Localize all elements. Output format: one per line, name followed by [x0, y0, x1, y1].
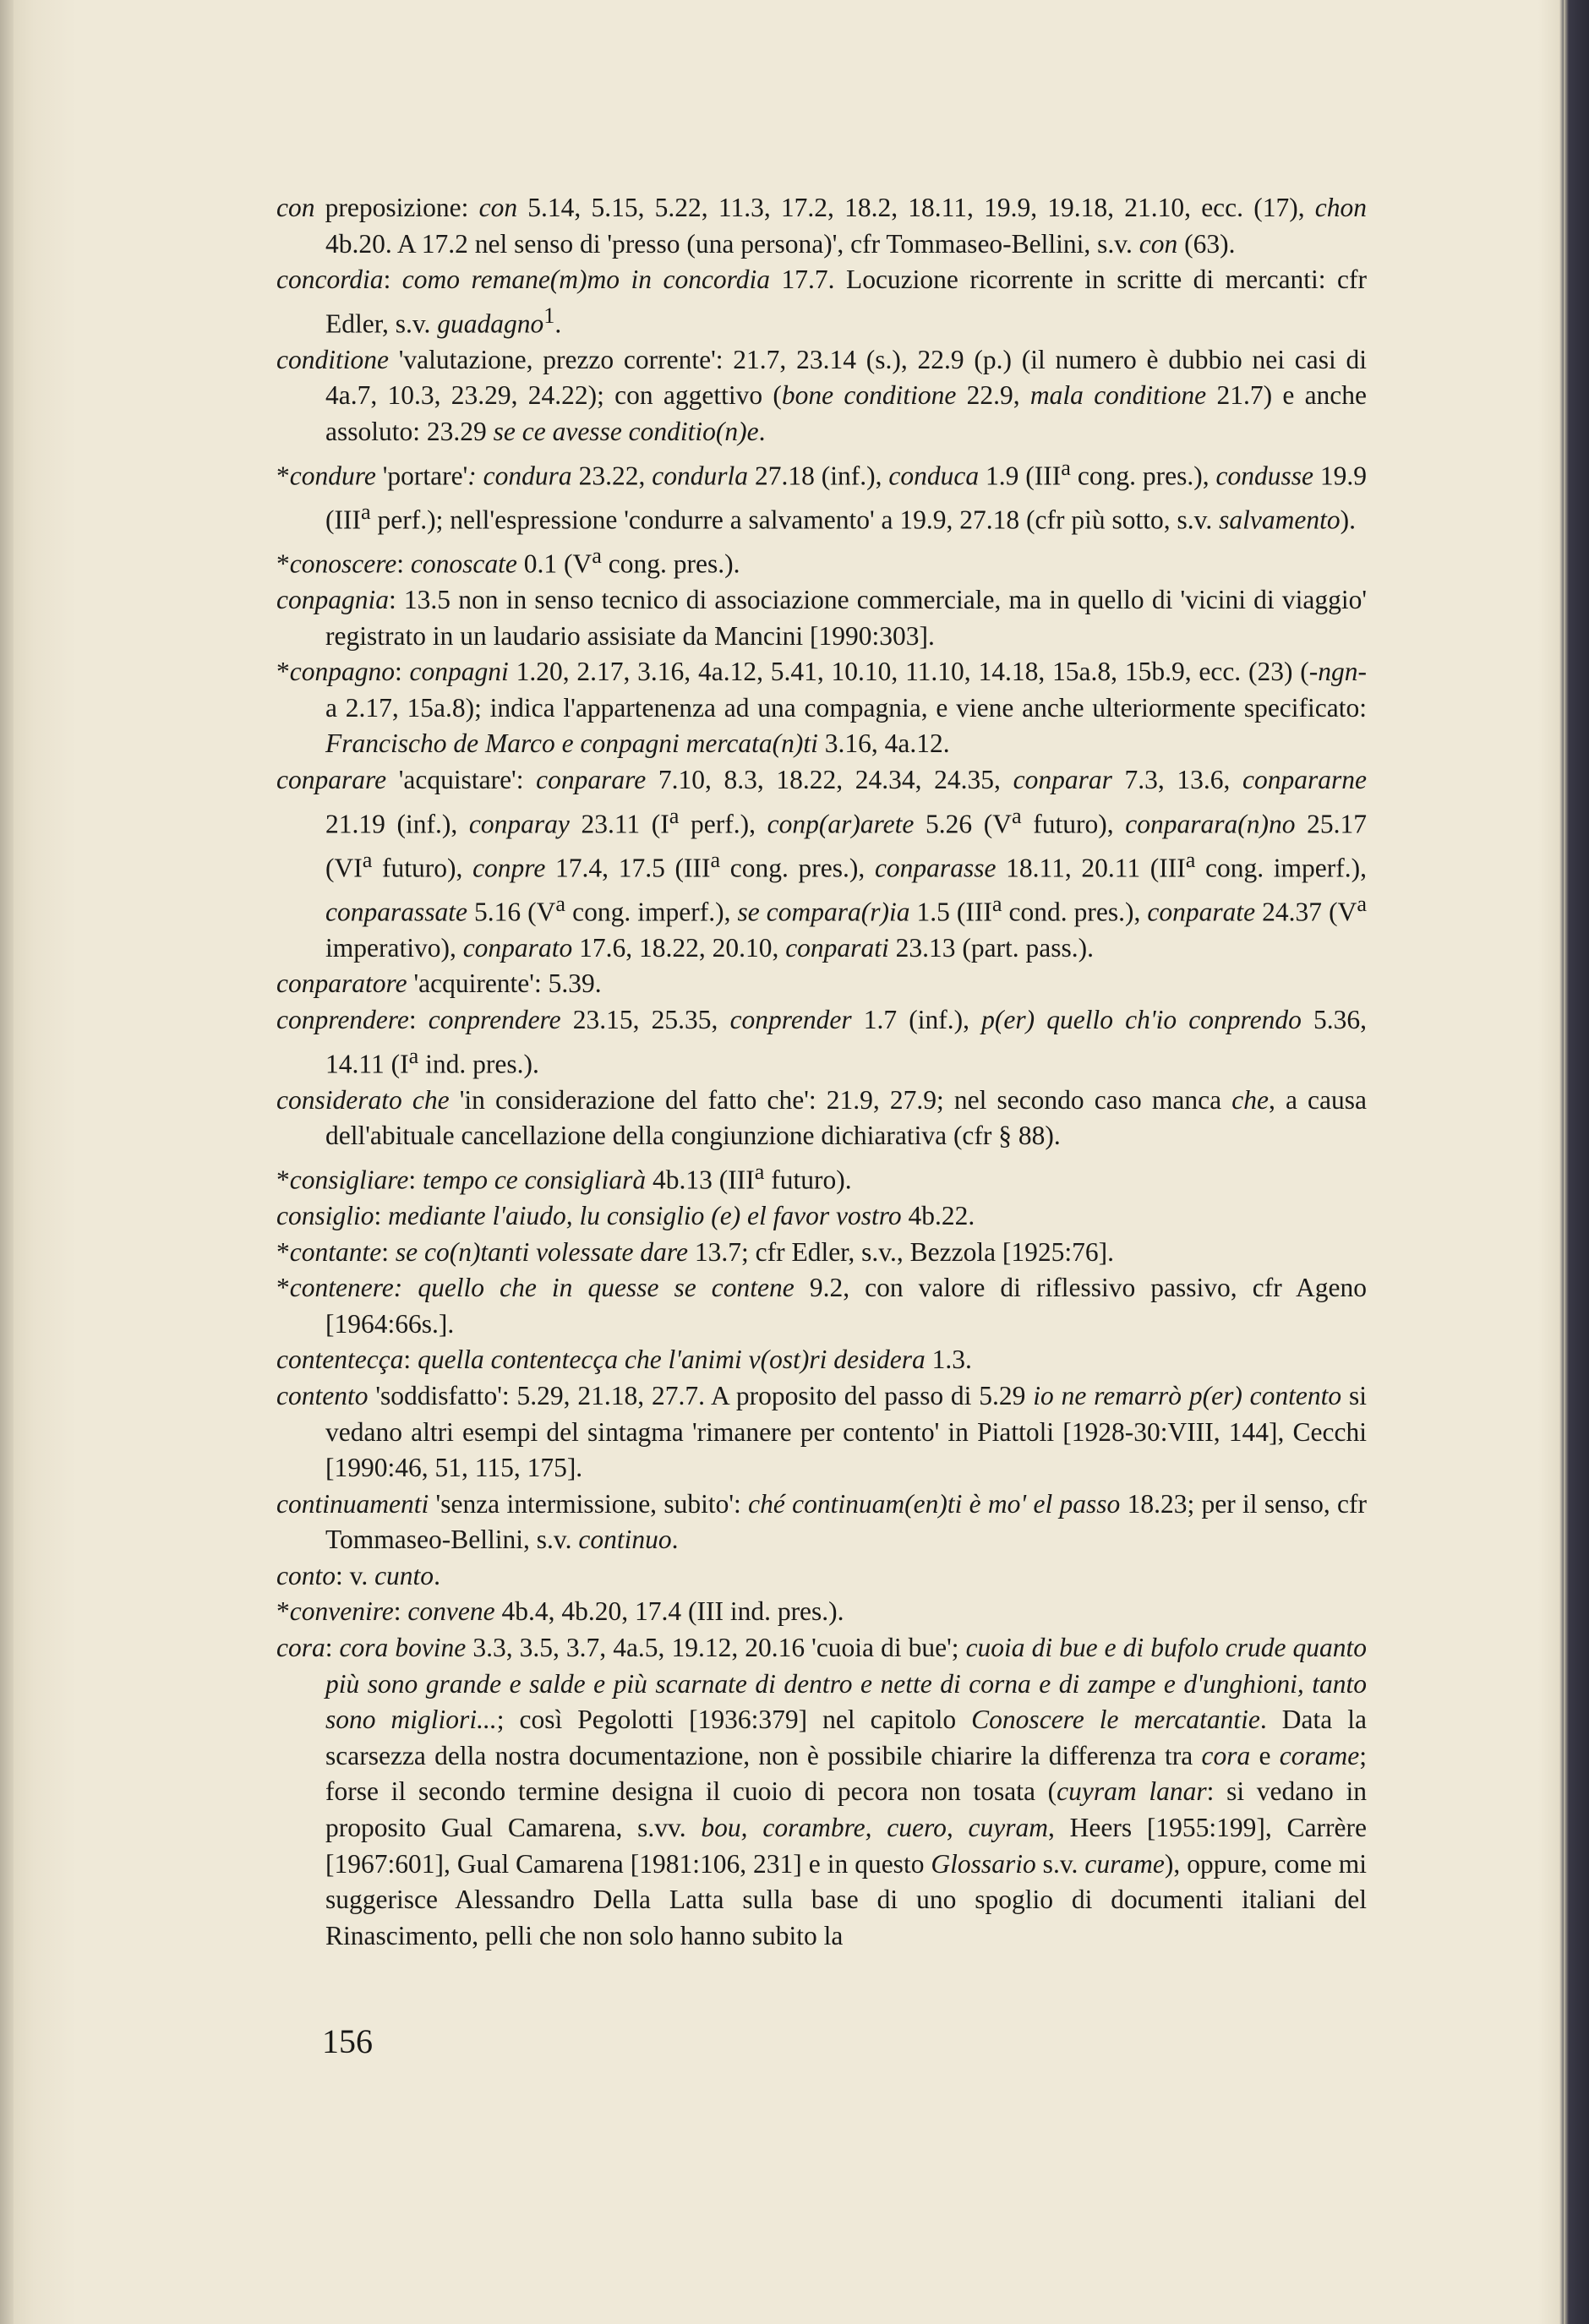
text-run: 'acquirente': 5.39. [407, 968, 602, 999]
text-run: : [396, 548, 411, 579]
glossary-entry [276, 262, 1367, 342]
italic-term: convene [407, 1596, 495, 1627]
italic-term: condure [289, 461, 376, 491]
text-run: ), oppure, come mi suggerisce Alessandro Della Latta sulla base di uno spoglio di documenti italiani del Rinascimento, pelli che non solo hanno subito la [325, 1848, 1367, 1950]
text-run: 23.22, [571, 461, 653, 491]
superscript: a [1012, 803, 1022, 828]
text-run: si vedano altri esempi del sintagma 'rimanere per contento' in Piattoli [1928-30:VIII, 144], Cecchi [1990:46, 51, 115, 175]. [325, 1380, 1367, 1483]
glossary-entry [276, 190, 1367, 262]
italic-term: conpagni [409, 657, 509, 687]
text-run: futuro). [764, 1165, 852, 1195]
text-run: s.v. [1035, 1848, 1085, 1879]
text-run: 9.2, con valore di riflessivo passivo, cfr Ageno [1964:66s.]. [325, 1273, 1367, 1339]
glossary-entry [276, 1630, 1367, 1954]
italic-term: cunto [374, 1560, 434, 1590]
italic-term: con [1139, 228, 1178, 259]
text-run: 'acquistare': [386, 764, 537, 794]
text-run: 19.9 (III [325, 461, 1368, 535]
glossary-entry [276, 342, 1367, 450]
superscript: a [991, 891, 1002, 916]
italic-term: conditione [276, 344, 389, 374]
glossary-text [276, 190, 1367, 1954]
superscript: a [710, 847, 721, 872]
italic-term: se ce avesse conditio(n)e [493, 417, 759, 447]
text-run: 25.17 (VI [325, 809, 1367, 883]
glossary-entry [276, 1002, 1367, 1083]
superscript: a [1357, 891, 1367, 916]
superscript: a [1061, 455, 1071, 480]
italic-term: Conoscere le mercatantie [971, 1705, 1260, 1735]
text-run: futuro), [372, 853, 473, 883]
text-run: 24.37 (V [1255, 897, 1357, 927]
text-run: * [276, 657, 290, 687]
text-run: . Data la scarsezza della nostra documentazione, non è possibile chiarire la differenza tra [325, 1705, 1368, 1770]
italic-term: conparassate [325, 897, 467, 927]
italic-term: mala conditione [1029, 380, 1207, 411]
text-run: 'portare' [375, 461, 468, 491]
text-run: 5.26 (V [914, 809, 1013, 838]
text-run: 13.7; cfr Edler, s.v., Bezzola [1925:76]. [687, 1236, 1115, 1267]
text-run: ). [1340, 505, 1356, 535]
text-run: : [374, 1200, 389, 1230]
superscript: a [669, 803, 680, 828]
italic-term: cora bovine [339, 1633, 467, 1663]
page-gutter [0, 0, 14, 2324]
italic-term: : condura [467, 461, 572, 491]
italic-term: como remane(m)mo in concordia [401, 265, 771, 295]
glossary-entry [276, 1154, 1367, 1198]
italic-term: mediante l'aiudo, lu consiglio (e) el favor vostro [388, 1200, 902, 1230]
italic-term: conparato [462, 932, 573, 963]
italic-term: -ngn- [1308, 657, 1367, 687]
text-run: 'in considerazione del fatto che': 21.9, 27.9; nel secondo caso manca [449, 1084, 1232, 1115]
text-run: * [276, 1236, 290, 1267]
text-run: 7.3, 13.6, [1111, 764, 1243, 794]
text-run: 17.4, 17.5 (III [545, 853, 711, 883]
text-run: a 2.17, 15a.8); indica l'appartenenza ad una compagnia, e viene anche ulteriormente specificato: [325, 692, 1367, 723]
italic-term: conoscate [410, 548, 517, 579]
superscript: a [754, 1159, 765, 1184]
glossary-entry [276, 1235, 1367, 1271]
italic-term: con [478, 193, 518, 222]
text-run: 23.15, 25.35, [560, 1004, 730, 1034]
text-run: : [394, 657, 410, 687]
italic-term: conparati [785, 932, 889, 963]
text-run: perf.); nell'espressione 'condurre a salvamento' a 19.9, 27.18 (cfr più sotto, s.v. [370, 505, 1220, 535]
text-run: 7.10, 8.3, 18.22, 24.34, 24.35, [646, 764, 1013, 794]
text-run: : si vedano in proposito Gual Camarena, s.vv. [325, 1776, 1367, 1843]
text-run: , a causa dell'abituale cancellazione della congiunzione dichiarativa (cfr § 88). [325, 1084, 1368, 1151]
italic-term: se compara(r)ia [737, 897, 910, 927]
text-run: 1.9 (III [979, 461, 1062, 491]
text-run: : [325, 1633, 340, 1663]
italic-term: chon [1314, 193, 1367, 222]
text-run: . [554, 308, 562, 339]
glossary-entry [276, 654, 1367, 762]
text-run: 4b.20. A 17.2 nel senso di 'presso (una persona)', cfr Tommaseo-Bellini, s.v. [325, 228, 1139, 259]
superscript: a [592, 543, 602, 568]
text-run: : 13.5 non in senso tecnico di associazione commerciale, ma in quello di 'vicini di viaggio' registrato in un laudario assisiate da Mancini [1990:303]. [325, 584, 1367, 651]
text-run: imperativo), [325, 932, 463, 963]
italic-term: conprendere [428, 1004, 561, 1034]
text-run: cong. pres.). [601, 548, 740, 579]
text-run: * [276, 1165, 290, 1195]
text-run: 27.18 (inf.), [748, 461, 889, 491]
text-run: * [276, 1273, 290, 1303]
italic-term: consigliare [289, 1165, 409, 1195]
italic-term: quella contentecça che l'animi v(ost)ri desidera [418, 1345, 926, 1375]
italic-term: p(er) quello ch'io conprendo [981, 1004, 1302, 1034]
glossary-entry [276, 538, 1367, 582]
italic-term: conpagno [289, 657, 395, 687]
italic-term: conparasse [874, 853, 997, 883]
text-run: 4b.13 (III [646, 1165, 755, 1195]
italic-term: cuoia di bue e di bufolo crude quanto più sono grande e salde e più scarnate di dentro e nette di corna e di zampe e d'unghioni, tanto sono migliori... [325, 1633, 1367, 1735]
italic-term: cora [1201, 1740, 1251, 1770]
book-cover-edge [1564, 0, 1589, 2324]
italic-term: ché continuam(en)ti è mo' el passo [748, 1488, 1121, 1519]
glossary-entry [276, 450, 1367, 538]
text-run: perf.), [679, 809, 767, 838]
text-run: 'valutazione, prezzo corrente': 21.7, 23.14 (s.), 22.9 (p.) (il numero è dubbio nei casi di 4a.7, 10.3, 23.29, 24.22); con aggettivo ( [325, 344, 1367, 411]
text-run: : [408, 1004, 429, 1034]
text-run: . [434, 1560, 440, 1590]
glossary-entry [276, 1083, 1367, 1154]
text-run: cong. imperf.), [565, 897, 738, 927]
text-run: 18.11, 20.11 (III [996, 853, 1186, 883]
superscript: a [360, 499, 371, 524]
text-run: 18.23; per il senso, cfr Tommaseo-Bellini, s.v. [325, 1488, 1367, 1555]
text-run: 5.16 (V [467, 897, 556, 927]
italic-term: conpre [472, 853, 546, 883]
text-run: . [758, 417, 766, 447]
italic-term: corame [1279, 1740, 1360, 1770]
text-run: 23.11 (I [569, 809, 669, 838]
text-run: 23.13 (part. pass.). [888, 932, 1095, 963]
italic-term: conparara(n)no [1125, 809, 1296, 838]
italic-term: conpararne [1242, 764, 1368, 794]
italic-term: conpagnia [276, 584, 389, 614]
italic-term: se co(n)tanti volessate dare [395, 1236, 688, 1267]
italic-term: con [276, 193, 315, 222]
text-run: * [276, 461, 290, 491]
text-run: * [276, 548, 290, 579]
italic-term: contento [276, 1380, 369, 1410]
text-run: , Heers [1955:199], Carrère [1967:601], Gual Camarena [1981:106, 231] e in questo [325, 1813, 1367, 1879]
text-run: : [381, 1236, 396, 1267]
text-run: (63). [1177, 228, 1236, 259]
text-run: cong. pres.), [1070, 461, 1216, 491]
italic-term: bou, corambre, cuero, cuyram [701, 1813, 1048, 1843]
text-run: 'soddisfatto': 5.29, 21.18, 27.7. A proposito del passo di 5.29 [368, 1380, 1034, 1410]
italic-term: salvamento [1219, 505, 1341, 535]
text-run: 1.5 (III [909, 897, 992, 927]
italic-term: consiglio [276, 1200, 374, 1230]
text-run: 5.36, 14.11 (I [325, 1004, 1367, 1079]
italic-term: considerato che [276, 1084, 450, 1115]
glossary-entry [276, 762, 1367, 966]
italic-term: che [1231, 1084, 1269, 1115]
italic-term: bone conditione [781, 380, 957, 411]
text-run: preposizione: [314, 193, 479, 222]
italic-term: contante [289, 1236, 382, 1267]
italic-term: conp(ar)arete [767, 809, 915, 838]
text-run: 3.3, 3.5, 3.7, 4a.5, 19.12, 20.16 'cuoia di bue'; [466, 1633, 966, 1663]
text-run: : [408, 1165, 423, 1195]
text-run: : [393, 1596, 408, 1627]
superscript: a [408, 1043, 419, 1068]
glossary-entry [276, 1487, 1367, 1558]
text-run: e [1250, 1740, 1280, 1770]
text-run: : v. [335, 1560, 375, 1590]
italic-term: conoscere [289, 548, 397, 579]
italic-term: convenire [289, 1596, 394, 1627]
text-run: cond. pres.), [1002, 897, 1148, 927]
italic-term: contentecça [276, 1345, 404, 1375]
text-run: : [403, 1345, 418, 1375]
italic-term: conparatore [276, 968, 407, 999]
text-run: 17.7. Locuzione ricorrente in scritte di mercanti: cfr Edler, s.v. [325, 265, 1367, 339]
text-run: 4b.4, 4b.20, 17.4 (III ind. pres.). [494, 1596, 844, 1627]
italic-term: concordia [276, 265, 384, 295]
text-run: * [276, 1596, 290, 1627]
italic-term: conto [276, 1560, 336, 1590]
text-run: cong. imperf.), [1195, 853, 1367, 883]
text-run: ind. pres.). [418, 1049, 539, 1079]
italic-term: conparate [1147, 897, 1256, 927]
italic-term: conparare [276, 764, 387, 794]
glossary-entry [276, 1558, 1367, 1595]
text-run: cong. pres.), [720, 853, 875, 883]
text-run: 1.20, 2.17, 3.16, 4a.12, 5.41, 10.10, 11.10, 14.18, 15a.8, 15b.9, ecc. (23) ( [508, 657, 1309, 687]
italic-term: conparare [536, 764, 647, 794]
glossary-entry [276, 1342, 1367, 1378]
text-run: ; così Pegolotti [1936:379] nel capitolo [496, 1705, 972, 1735]
text-run: 1.3. [925, 1345, 972, 1375]
italic-term: contenere: quello che in quesse se contene [289, 1273, 794, 1303]
text-run: futuro), [1021, 809, 1126, 838]
text-run: 5.14, 5.15, 5.22, 11.3, 17.2, 18.2, 18.11, 19.9, 19.18, 21.10, ecc. (17), [517, 193, 1315, 222]
glossary-entry [276, 1378, 1367, 1487]
italic-term: continuo [578, 1525, 672, 1555]
superscript: a [1185, 847, 1196, 872]
superscript: a [362, 847, 373, 872]
text-run: 0.1 (V [516, 548, 592, 579]
text-run: 1.7 (inf.), [851, 1004, 982, 1034]
italic-term: guadagno [437, 308, 544, 339]
text-run: 22.9, [956, 380, 1030, 411]
italic-term: tempo ce consigliarà [422, 1165, 647, 1195]
italic-term: Francischo de Marco e conpagni mercata(n)ti [325, 728, 818, 759]
text-run: 3.16, 4a.12. [817, 728, 950, 759]
italic-term: conprender [729, 1004, 852, 1034]
italic-term: Glossario [931, 1848, 1036, 1879]
superscript: 1 [543, 303, 555, 328]
glossary-entry [276, 1198, 1367, 1235]
text-run: 17.6, 18.22, 20.10, [572, 932, 786, 963]
glossary-entry [276, 1270, 1367, 1342]
italic-term: cora [276, 1633, 325, 1663]
italic-term: conduca [888, 461, 980, 491]
italic-term: curame [1084, 1848, 1165, 1879]
text-run: : [383, 265, 402, 295]
italic-term: conprendere [276, 1004, 409, 1034]
glossary-entry [276, 966, 1367, 1002]
italic-term: conparar [1013, 764, 1112, 794]
superscript: a [555, 891, 566, 916]
italic-term: conparay [468, 809, 570, 838]
text-run: 4b.22. [901, 1200, 975, 1230]
italic-term: cuyram lanar [1057, 1776, 1207, 1807]
text-run: . [671, 1525, 679, 1555]
text-run: ; forse il secondo termine designa il cuoio di pecora non tosata ( [325, 1740, 1368, 1807]
page-number: 156 [322, 2022, 373, 2060]
text-run: 21.19 (inf.), [325, 809, 469, 838]
italic-term: continuamenti [276, 1488, 429, 1519]
text-run: 21.7) e anche assoluto: 23.29 [325, 380, 1368, 447]
text-run: 'senza intermissione, subito': [429, 1488, 749, 1519]
italic-term: condusse [1215, 461, 1313, 491]
glossary-entry [276, 1594, 1367, 1630]
italic-term: io ne remarrò p(er) contento [1033, 1380, 1342, 1410]
italic-term: condurla [652, 461, 749, 491]
glossary-entry [276, 582, 1367, 654]
